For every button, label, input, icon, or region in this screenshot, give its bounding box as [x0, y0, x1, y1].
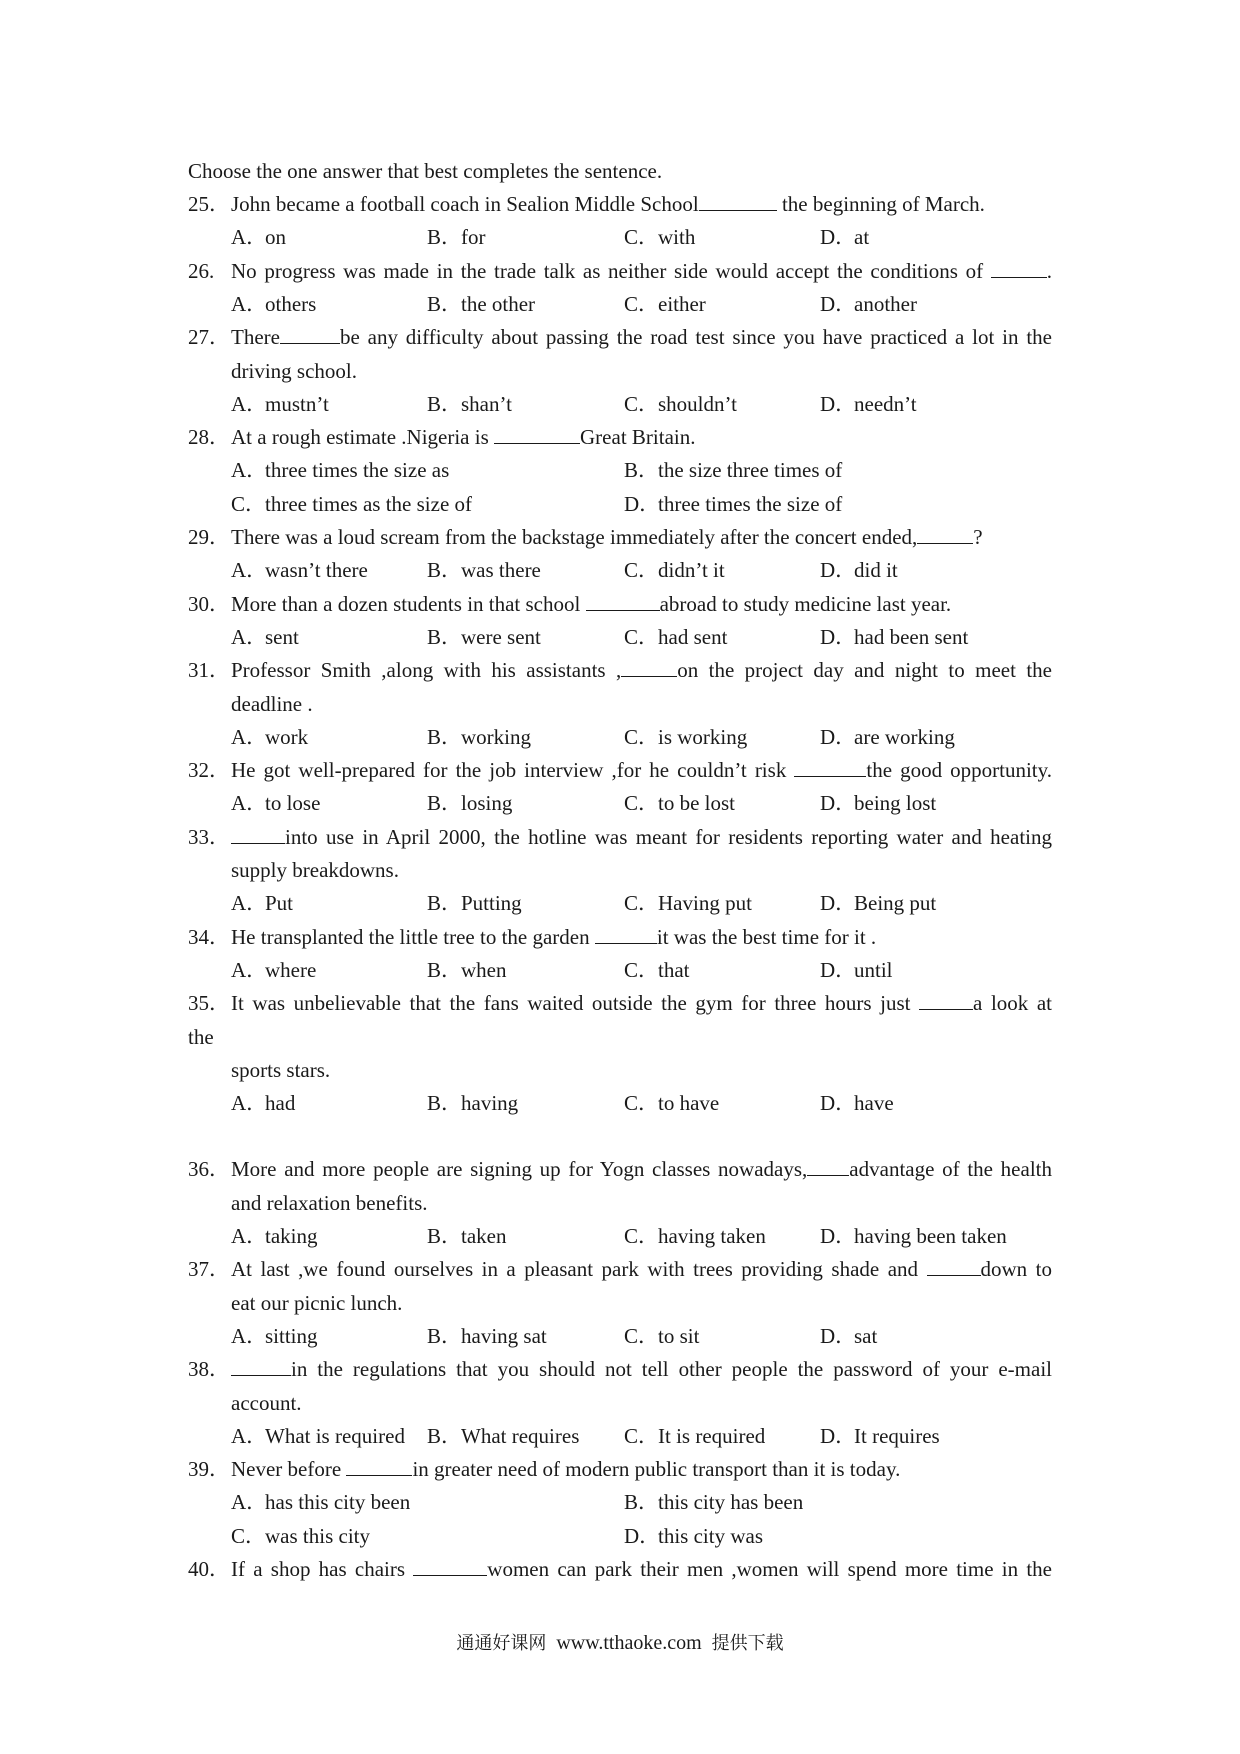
answer-option	[231, 1522, 370, 1550]
question-stem-continued: supply breakdowns.	[231, 858, 399, 882]
answer-option	[624, 1422, 765, 1450]
answer-option	[624, 789, 735, 817]
option-text: others	[265, 291, 317, 316]
option-text: with	[658, 225, 696, 250]
answer-blank	[991, 259, 1047, 278]
option-text: three times as the size of	[265, 491, 473, 516]
answer-option	[427, 1322, 547, 1350]
question-stem	[231, 257, 1052, 285]
question-stem	[231, 1255, 1052, 1283]
question-number: 36．	[188, 1157, 230, 1182]
question-number: 38．	[188, 1357, 230, 1382]
question-number: 26.	[188, 258, 215, 283]
answer-option	[624, 390, 737, 418]
option-text: the other	[461, 291, 536, 316]
answer-option	[231, 956, 316, 984]
answer-option	[820, 556, 898, 584]
answer-option	[624, 1488, 803, 1516]
option-letter: A．	[231, 957, 268, 982]
option-letter: A．	[231, 1323, 268, 1348]
stem-text: He transplanted the little tree to the garden	[231, 924, 595, 949]
option-text: three times the size as	[265, 458, 450, 483]
answer-option	[820, 223, 869, 251]
stem-text: .	[1046, 258, 1052, 283]
stem-text: down to	[980, 1257, 1052, 1282]
question-stem	[231, 323, 1052, 351]
answer-option	[231, 456, 449, 484]
answer-option	[427, 556, 541, 584]
option-letter: C．	[624, 1323, 660, 1348]
answer-option	[820, 889, 936, 917]
option-text: are working	[854, 724, 955, 749]
answer-option	[427, 1422, 579, 1450]
option-text: Putting	[461, 891, 522, 916]
question-number: 39．	[188, 1457, 230, 1482]
question-number: 27．	[188, 325, 230, 350]
option-letter: A．	[231, 624, 268, 649]
answer-option	[231, 723, 308, 751]
answer-blank	[927, 1257, 981, 1276]
option-text: where	[265, 957, 317, 982]
answer-option	[820, 1089, 894, 1117]
stem-text: abroad to study medicine last year.	[659, 591, 952, 616]
option-text: sat	[854, 1323, 878, 1348]
option-text: working	[461, 724, 531, 749]
answer-option	[427, 723, 531, 751]
option-letter: C．	[624, 1423, 660, 1448]
option-letter: C．	[231, 1523, 267, 1548]
stem-text: it was the best time for it .	[656, 924, 877, 949]
option-letter: C．	[624, 957, 660, 982]
question-stem	[231, 1455, 900, 1483]
option-text: taking	[265, 1224, 318, 1248]
answer-option	[820, 290, 917, 318]
option-letter: C．	[624, 225, 660, 250]
option-letter: D．	[820, 225, 857, 250]
question-number: 29．	[188, 525, 230, 549]
option-letter: D．	[820, 391, 857, 416]
option-text: did it	[854, 558, 898, 583]
question-number: 40．	[188, 1557, 230, 1581]
question-stem	[231, 923, 876, 951]
option-letter: B．	[427, 791, 463, 816]
answer-option	[427, 889, 522, 917]
answer-blank	[919, 991, 973, 1010]
option-text: were sent	[461, 624, 541, 649]
option-letter: A．	[231, 458, 268, 483]
stem-text: on the project day and night to meet the	[677, 658, 1052, 683]
option-letter: C．	[624, 558, 660, 583]
answer-blank	[494, 425, 580, 444]
answer-option	[820, 623, 968, 651]
option-letter: C．	[624, 724, 660, 749]
option-text: have	[854, 1091, 894, 1116]
stem-text: advantage of the health	[849, 1157, 1052, 1182]
answer-option	[427, 623, 541, 651]
option-text: What is required	[265, 1423, 405, 1448]
option-letter: B．	[427, 291, 463, 316]
answer-blank	[917, 525, 973, 544]
option-letter: D．	[820, 724, 857, 749]
option-text: this city has been	[658, 1490, 804, 1515]
option-letter: C．	[624, 1224, 660, 1248]
option-text: losing	[461, 791, 513, 816]
answer-blank	[280, 325, 340, 344]
option-letter: B．	[427, 391, 463, 416]
answer-option	[231, 1322, 318, 1350]
answer-blank	[231, 825, 285, 844]
answer-option	[624, 1222, 766, 1250]
option-letter: C．	[231, 491, 267, 516]
stem-text: in the regulations that you should not tell other people the password of your e-mail	[291, 1357, 1052, 1382]
answer-option	[231, 223, 286, 251]
option-letter: B．	[624, 1490, 660, 1515]
question-number: 37．	[188, 1257, 230, 1282]
option-letter: A．	[231, 724, 268, 749]
option-letter: D．	[820, 558, 857, 583]
answer-option	[624, 1322, 699, 1350]
option-text: is working	[658, 724, 748, 749]
stem-text: a look at	[973, 991, 1053, 1016]
option-text: was there	[461, 558, 541, 583]
answer-option	[820, 1422, 940, 1450]
question-number: 35．	[188, 991, 230, 1016]
answer-blank	[346, 1457, 412, 1476]
stem-text: John became a football coach in Sealion Middle School	[231, 192, 699, 216]
option-letter: B．	[427, 957, 463, 982]
option-text: on	[265, 225, 286, 250]
answer-option	[427, 1222, 506, 1250]
option-text: at	[854, 225, 870, 250]
question-number: 31．	[188, 658, 230, 683]
option-letter: B．	[427, 1091, 463, 1116]
option-text: has this city been	[265, 1490, 411, 1515]
option-text: work	[265, 724, 309, 749]
answer-blank	[586, 592, 660, 611]
footer-site-name: 通通好课网	[456, 1633, 547, 1654]
option-letter: B．	[427, 1323, 463, 1348]
option-letter: A．	[231, 225, 268, 250]
stem-text: Professor Smith ,along with his assistants ,	[231, 658, 622, 683]
option-text: sitting	[265, 1323, 318, 1348]
question-stem	[231, 1355, 1052, 1383]
answer-option	[624, 456, 842, 484]
answer-option	[231, 889, 293, 917]
option-text: had sent	[658, 624, 728, 649]
option-letter: D．	[624, 491, 661, 516]
question-stem	[231, 1555, 1052, 1583]
answer-option	[820, 789, 936, 817]
answer-option	[231, 1422, 405, 1450]
option-text: didn’t it	[658, 558, 725, 583]
option-text: Being put	[854, 891, 937, 916]
stem-text: At a rough estimate .Nigeria is	[231, 425, 495, 450]
question-stem-continued: driving school.	[231, 358, 357, 383]
option-text: until	[854, 957, 893, 982]
answer-blank	[231, 1357, 291, 1376]
question-stem	[231, 656, 1052, 684]
stem-text: It was unbelievable that the fans waited outside the gym for three hours just	[231, 991, 920, 1016]
question-number: 30．	[188, 591, 230, 616]
option-letter: B．	[427, 1423, 463, 1448]
option-text: this city was	[658, 1523, 763, 1548]
option-letter: D．	[820, 291, 857, 316]
option-text: having taken	[658, 1224, 766, 1248]
option-text: to be lost	[658, 791, 735, 816]
answer-option	[624, 223, 695, 251]
question-number: 34．	[188, 924, 230, 949]
option-letter: B．	[624, 458, 660, 483]
question-stem-continued: sports stars.	[231, 1057, 331, 1082]
option-text: either	[658, 291, 706, 316]
answer-option	[231, 1488, 410, 1516]
option-text: the size three times of	[658, 458, 843, 483]
option-text: wasn’t there	[265, 558, 368, 583]
stem-text: At last ,we found ourselves in a pleasant park with trees providing shade and	[231, 1257, 927, 1282]
stem-text: He got well-prepared for the job interview ,for he couldn’t risk	[231, 758, 795, 783]
answer-option	[427, 1089, 518, 1117]
option-letter: D．	[624, 1523, 661, 1548]
answer-option	[231, 290, 316, 318]
answer-option	[624, 290, 706, 318]
option-letter: C．	[624, 791, 660, 816]
option-letter: C．	[624, 624, 660, 649]
option-text: that	[658, 957, 690, 982]
answer-option	[624, 1522, 763, 1550]
option-text: Having put	[658, 891, 752, 916]
option-letter: C．	[624, 291, 660, 316]
option-text: It is required	[658, 1423, 766, 1448]
answer-option	[231, 490, 472, 518]
stem-text: There was a loud scream from the backstage immediately after the concert ended,	[231, 525, 918, 549]
option-text: to sit	[658, 1323, 700, 1348]
answer-option	[624, 889, 752, 917]
answer-option	[427, 789, 512, 817]
answer-blank	[595, 925, 657, 944]
answer-option	[231, 390, 329, 418]
option-text: having sat	[461, 1323, 547, 1348]
option-letter: D．	[820, 624, 857, 649]
option-text: mustn’t	[265, 391, 329, 416]
option-text: to lose	[265, 791, 321, 816]
answer-option	[231, 623, 299, 651]
option-letter: C．	[624, 891, 660, 916]
option-letter: D．	[820, 1224, 857, 1248]
stem-text: in greater need of modern public transport than it is today.	[412, 1457, 901, 1482]
option-text: was this city	[265, 1523, 370, 1548]
question-number: 28．	[188, 425, 230, 450]
option-letter: A．	[231, 1490, 268, 1515]
answer-option	[427, 956, 507, 984]
option-letter: A．	[231, 391, 268, 416]
option-text: It requires	[854, 1423, 940, 1448]
answer-blank	[794, 758, 866, 777]
option-letter: C．	[624, 391, 660, 416]
question-number: 25．	[188, 192, 230, 216]
answer-option	[820, 1222, 1007, 1250]
option-text: being lost	[854, 791, 937, 816]
stem-text: Never before	[231, 1457, 347, 1482]
stem-text: the good opportunity.	[866, 758, 1053, 783]
option-letter: B．	[427, 1224, 463, 1248]
option-text: sent	[265, 624, 299, 649]
question-stem	[231, 590, 951, 618]
question-stem-continued: the	[188, 1024, 214, 1049]
option-text: Put	[265, 891, 294, 916]
answer-option	[624, 1089, 719, 1117]
option-letter: B．	[427, 558, 463, 583]
stem-text: More and more people are signing up for Yogn classes nowadays,	[231, 1157, 808, 1182]
question-stem	[231, 823, 1052, 851]
answer-option	[624, 556, 725, 584]
answer-option	[820, 390, 917, 418]
instruction: Choose the one answer that best completes the sentence.	[188, 159, 663, 183]
option-text: needn’t	[854, 391, 917, 416]
answer-option	[231, 1222, 318, 1250]
option-letter: A．	[231, 1091, 268, 1116]
stem-text: No progress was made in the trade talk as neither side would accept the conditions of	[231, 258, 991, 283]
question-stem-continued: eat our picnic lunch.	[231, 1290, 403, 1315]
stem-text: be any difficulty about passing the road test since you have practiced a lot in the	[339, 325, 1052, 350]
stem-text: If a shop has chairs	[231, 1557, 414, 1581]
stem-text: ?	[973, 525, 983, 549]
answer-option	[231, 1089, 295, 1117]
stem-text: women can park their men ,women will spend more time in the	[487, 1557, 1052, 1581]
option-text: having	[461, 1091, 519, 1116]
answer-option	[427, 290, 535, 318]
option-letter: D．	[820, 791, 857, 816]
stem-text: into use in April 2000, the hotline was meant for residents reporting water and heating	[285, 824, 1052, 849]
answer-option	[427, 390, 512, 418]
option-text: What requires	[461, 1423, 580, 1448]
option-letter: B．	[427, 891, 463, 916]
option-letter: C．	[624, 1091, 660, 1116]
footer-url: www.tthaoke.com	[556, 1632, 702, 1654]
answer-blank	[699, 192, 777, 211]
option-letter: D．	[820, 1091, 857, 1116]
answer-option	[624, 956, 690, 984]
question-stem	[231, 989, 1052, 1017]
option-letter: D．	[820, 957, 857, 982]
answer-option	[624, 490, 842, 518]
question-stem	[231, 1155, 1052, 1183]
stem-text: Great Britain.	[580, 425, 696, 450]
question-stem	[231, 756, 1052, 784]
answer-option	[231, 789, 320, 817]
option-text: to have	[658, 1091, 720, 1116]
option-text: had been sent	[854, 624, 969, 649]
option-letter: B．	[427, 724, 463, 749]
option-letter: A．	[231, 1224, 268, 1248]
answer-option	[427, 223, 486, 251]
stem-text: There	[231, 325, 280, 350]
answer-option	[820, 956, 893, 984]
option-text: taken	[461, 1224, 507, 1248]
stem-text: More than a dozen students in that school	[231, 591, 586, 616]
question-number: 33．	[188, 824, 230, 849]
footer	[0, 1629, 1240, 1658]
question-stem-continued: account.	[231, 1390, 302, 1415]
answer-option	[820, 723, 955, 751]
option-text: for	[461, 225, 486, 250]
answer-option	[231, 556, 368, 584]
option-text: three times the size of	[658, 491, 843, 516]
option-letter: D．	[820, 1323, 857, 1348]
answer-blank	[621, 658, 677, 677]
question-stem	[231, 190, 985, 218]
option-letter: A．	[231, 558, 268, 583]
answer-blank	[413, 1557, 487, 1576]
option-text: another	[854, 291, 917, 316]
answer-blank	[807, 1157, 849, 1176]
option-letter: A．	[231, 791, 268, 816]
question-stem-continued: deadline .	[231, 691, 313, 716]
stem-text: the beginning of March.	[776, 192, 985, 216]
option-letter: A．	[231, 291, 268, 316]
option-letter: A．	[231, 1423, 268, 1448]
question-stem-continued: and relaxation benefits.	[231, 1190, 428, 1215]
answer-option	[624, 723, 747, 751]
option-text: shan’t	[461, 391, 512, 416]
option-text: shouldn’t	[658, 391, 737, 416]
option-letter: D．	[820, 891, 857, 916]
question-number: 32．	[188, 758, 230, 783]
option-text: having been taken	[854, 1224, 1007, 1248]
option-letter: D．	[820, 1423, 857, 1448]
option-letter: A．	[231, 891, 268, 916]
option-text: had	[265, 1091, 296, 1116]
question-stem	[231, 423, 695, 451]
answer-option	[820, 1322, 877, 1350]
option-letter: B．	[427, 225, 463, 250]
option-letter: B．	[427, 624, 463, 649]
option-text: when	[461, 957, 507, 982]
answer-option	[624, 623, 727, 651]
question-stem	[231, 523, 983, 551]
footer-download-note: 提供下载	[711, 1633, 784, 1654]
